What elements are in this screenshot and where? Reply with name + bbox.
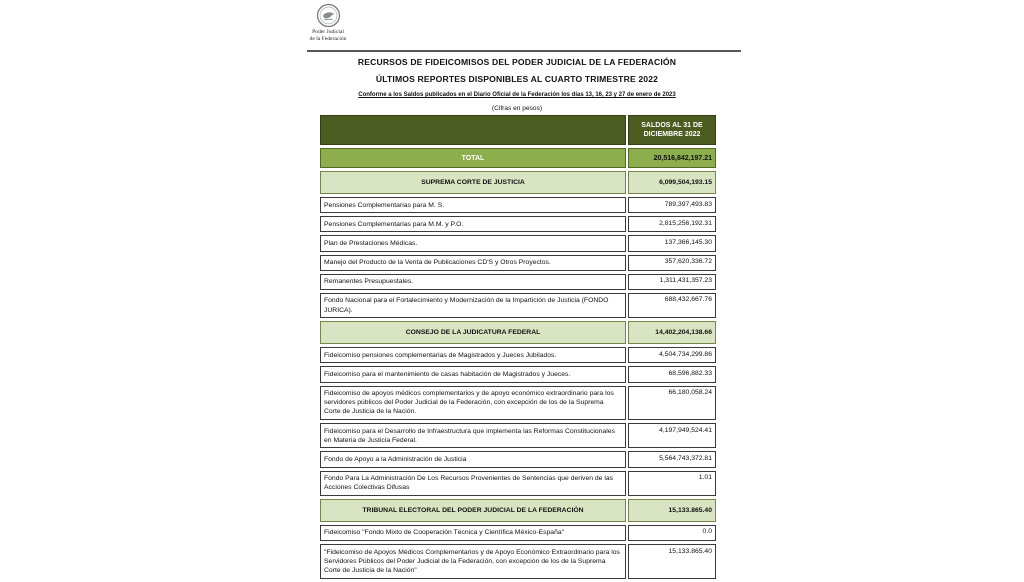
row-label: Fondo Nacional para el Fortalecimiento y Modernización de la Impartición de Justicia (FONDO JURICA). [320, 293, 626, 318]
row-value: 0.0 [628, 525, 716, 541]
table-row [320, 255, 716, 271]
row-value: 4,197,949,524.41 [628, 423, 716, 448]
section-label: SUPREMA CORTE DE JUSTICIA [320, 171, 626, 194]
row-value: 2,815,256,192.31 [628, 216, 716, 232]
row-value: 357,620,336.72 [628, 255, 716, 271]
row-value: 688,432,667.76 [628, 293, 716, 318]
row-value: 789,397,493.83 [628, 197, 716, 213]
logo-org-name: Poder Judicial de la Federación [309, 29, 347, 42]
table-row [320, 366, 716, 382]
row-value: 1.01 [628, 471, 716, 496]
row-label: Pensiones Complementarias para M.M. y P.O. [320, 216, 626, 232]
table-row [320, 197, 716, 213]
row-label: Fideicomiso pensiones complementarias de Magistrados y Jueces Jubilados. [320, 347, 626, 363]
row-value: 66,180,058.24 [628, 386, 716, 421]
table-row [320, 347, 716, 363]
document-header [287, 57, 747, 112]
row-label: Pensiones Complementarias para M. S. [320, 197, 626, 213]
table-header-row [320, 115, 716, 145]
row-value: 4,504,734,299.86 [628, 347, 716, 363]
table-body [320, 148, 716, 579]
section-value: 15,133.865.40 [628, 499, 716, 522]
row-label: "Fideicomiso de Apoyos Médicos Complementarios y de Apoyo Económico Extraordinario para los Servidores Públicos del Poder Judicial de la Federación, con excepción de los de la Suprema Corte de Justicia de la Nación" [320, 544, 626, 579]
header-divider [307, 50, 741, 52]
section-row [320, 171, 716, 194]
table-row [320, 386, 716, 421]
row-label: Fideicomiso para el mantenimiento de casas habitación de Magistrados y Jueces. [320, 366, 626, 382]
page-subtitle: ÚLTIMOS REPORTES DISPONIBLES AL CUARTO TRIMESTRE 2022 [375, 74, 659, 84]
row-value: 1,311,431,357.23 [628, 274, 716, 290]
table-row [320, 274, 716, 290]
row-label: Fideicomiso "Fondo Mixto de Cooperación Técnica y Científica México-España" [320, 525, 626, 541]
table-row [320, 525, 716, 541]
total-label: TOTAL [320, 148, 626, 168]
table-row [320, 216, 716, 232]
section-label: CONSEJO DE LA JUDICATURA FEDERAL [320, 321, 626, 344]
total-row [320, 148, 716, 168]
units-note: (Cifras en pesos) [491, 105, 543, 112]
row-label: Fideicomiso de apoyos médicos complementarios y de apoyo económico extraordinario para los servidores públicos del Poder Judicial de la Federación, con excepción de los de la Suprema Corte de Justicia de la Nación. [320, 386, 626, 421]
table-row [320, 544, 716, 579]
logo [302, 3, 354, 43]
table-row [320, 423, 716, 448]
table-row [320, 235, 716, 251]
section-value: 14,402,204,138.66 [628, 321, 716, 344]
section-label: TRIBUNAL ELECTORAL DEL PODER JUDICIAL DE LA FEDERACIÓN [320, 499, 626, 522]
eagle-emblem-icon [302, 3, 354, 28]
row-value: 68,596,882.33 [628, 366, 716, 382]
row-label: Fondo Para La Administración De Los Recursos Provenientes de Sentencias que deriven de las Acciones Colectivas Difusas [320, 471, 626, 496]
row-label: Remanentes Presupuestales. [320, 274, 626, 290]
row-value: 5,564,743,372.81 [628, 451, 716, 467]
source-note: Conforme a los Saldos publicados en el Diario Oficial de la Federación los días 13, 16, 23 y 27 de enero de 2023 [358, 92, 676, 98]
table-row [320, 293, 716, 318]
row-value: 137,366,145.30 [628, 235, 716, 251]
table-row [320, 451, 716, 467]
table-row [320, 471, 716, 496]
section-row [320, 499, 716, 522]
row-label: Plan de Prestaciones Médicas. [320, 235, 626, 251]
row-label: Fondo de Apoyo a la Administración de Justicia [320, 451, 626, 467]
row-label: Manejo del Producto de la Venta de Publicaciones CD'S y Otros Proyectos. [320, 255, 626, 271]
section-row [320, 321, 716, 344]
section-value: 6,099,504,193.15 [628, 171, 716, 194]
balances-table [318, 112, 718, 582]
page-title: RECURSOS DE FIDEICOMISOS DEL PODER JUDICIAL DE LA FEDERACIÓN [357, 57, 677, 67]
header-empty-cell [320, 115, 626, 145]
total-value: 20,516,842,197.21 [628, 148, 716, 168]
row-value: 15,133.865.40 [628, 544, 716, 579]
header-value-cell: SALDOS AL 31 DE DICIEMBRE 2022 [628, 115, 716, 145]
row-label: Fideicomiso para el Desarrollo de Infraestructura que implementa las Reformas Constitucionales en Materia de Justicia Federal. [320, 423, 626, 448]
